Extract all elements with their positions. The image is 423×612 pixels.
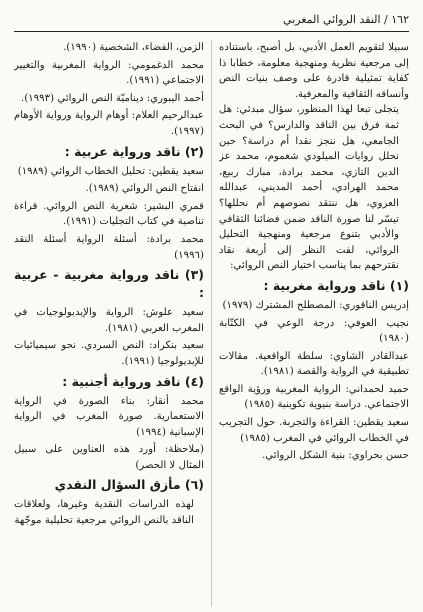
section-heading-foreign-novel: (٤) ناقد ورواية أجنبية : <box>62 373 204 389</box>
right-column <box>219 40 409 606</box>
bibliography-entry: حسن بحراوي: بنية الشكل الروائي. <box>262 450 409 462</box>
section-heading-arab-novel: (٢) ناقد ورواية عربية : <box>64 143 204 159</box>
bibliography-entry: سعيد يقطين: تحليل الخطاب الروائي (١٩٨٩) <box>17 165 204 177</box>
bibliography-entry: نجيب العوفي: درجة الوعي في الكتّابة (١٩٨٠) <box>219 317 409 345</box>
bibliography-entry: إدريس الناقوري: المصطلح المشترك (١٩٧٩) <box>222 299 409 311</box>
bibliography-entry: عبدالرحيم العلام: أوهام الرواية ورواية الأوهام (١٩٩٧). <box>14 110 204 137</box>
bibliography-entry: محمد الدغمومي: الرواية المغربية والتغيير الاجتماعي (١٩٩١). <box>14 59 204 87</box>
bibliography-entry: سعيد بنكراد: النص السردي. نحو سيميائيات للإيديولوجيا (١٩٩١). <box>14 340 204 367</box>
bibliography-entry: حميد لحمداني: الرواية المغربية ورؤية الواقع الاجتماعي. دراسة بنيوية تكوينية (١٩٨٥) <box>219 383 409 411</box>
bibliography-entry: أحمد اليبوري: ديناميّة النص الروائي (١٩٩٣). <box>21 92 204 104</box>
header-separator: / <box>384 12 388 26</box>
bibliography-entry: عبدالقادر الشاوي: سلطة الواقعية. مقالات تطبيقية في الرواية والقصة (١٩٨١). <box>219 350 409 378</box>
running-header <box>14 10 409 28</box>
note-entry: (ملاحظة: أورد هذه العناوين على سبيل المثال لا الحصر) <box>14 444 204 471</box>
bibliography-entry: سعيد علوش: الرواية والإيديولوجيات في المغرب العربي (١٩٨١). <box>14 307 204 334</box>
section-heading-moroccan-arab-novel: (٣) ناقد ورواية مغربية - عربية : <box>14 267 204 301</box>
page-number: ١٦٢ <box>391 12 409 26</box>
body-paragraph: يتجلى تبعا لهذا المنظور، سؤال مبدئي: هل ثمة فرق بين الناقد والدارس؟ في البحث الجامعي، هل ننجز نقدا أم دراسة؟ حين نحلل روايات الميلودي شغموم، محمد عز الدين التازي، محمد برادة، مبارك ربيع، محمد الهرادي، أحمد المديني، عبدالله العروي، هل ننتقد نصوصهم أم نحللها؟ تيسّر لنا صورة الناقد ضمن فضائنا الثقافي والأدبي بتنوع مرجعية ومنهجية التحليل الروائي، لفت النظر إلى أربعة نقاد نقترحهم بما يناسب اختيار النص الروائي: <box>219 104 399 272</box>
header-rule <box>14 31 409 32</box>
column-divider <box>211 40 212 606</box>
bibliography-entry: الزمن، الفضاء، الشخصية (١٩٩٠). <box>63 42 204 53</box>
intro-paragraph: سبيلا لتقويم العمل الأدبي، بل أصبح، باستناده إلى مرجعية نظرية ومنهجية معلومة، خطابا ذا كفاية تمثيلية قادرة على وصف بنيات النص وأنساقه الثقافية والمعرفية. <box>219 42 409 100</box>
section-heading-moroccan-novel: (١) ناقد ورواية مغربية : <box>263 277 409 293</box>
section-heading-critical-question: (٦) مأزق السؤال النقدي <box>54 477 204 493</box>
left-column <box>14 40 204 606</box>
bibliography-entry: قمري البشير: شعرية النص الروائي. قراءة تناصية في كتاب التجليات (١٩٩١). <box>14 200 204 228</box>
header-left-group <box>283 13 409 26</box>
bibliography-entry: انفتاح النص الروائي (١٩٨٩). <box>85 183 204 195</box>
running-title: النقد الروائي المغربي <box>283 12 381 26</box>
bibliography-entry: سعيد يقطين: القراءة والتجربة. حول التجريب في الخطاب الروائي في المغرب (١٩٨٥) <box>219 417 409 444</box>
bibliography-entry: محمد أنقار: بناء الصورة في الرواية الاستعمارية. صورة المغرب في الرواية الإسبانية (١٩٩٤) <box>14 395 204 438</box>
closing-paragraph: لهذه الدراسات النقدية وغيرها، ولعلاقات الناقد بالنص الروائي مرجعية تحليلية موجّهة <box>14 499 194 527</box>
bibliography-entry: محمد برادة: أسئلة الرواية أسئلة النقد (١٩٩٦) <box>14 233 204 261</box>
